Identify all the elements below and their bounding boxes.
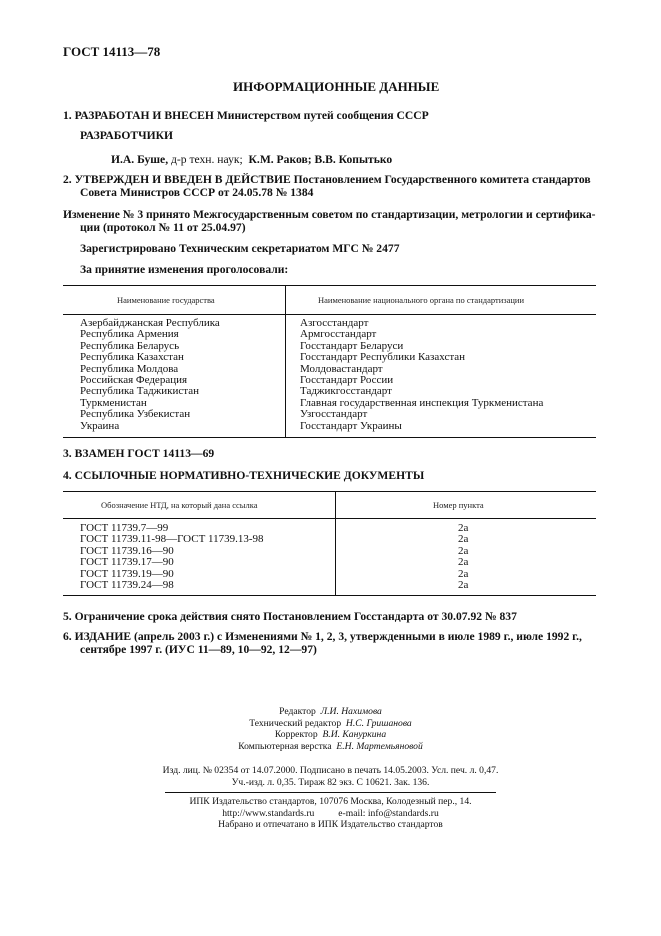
refs-table-top-rule <box>63 491 596 492</box>
imprint-line-2: Уч.-изд. л. 0,35. Тираж 82 экз. С 10621. Зак. 136. <box>231 776 430 788</box>
item-1: 1. РАЗРАБОТАН И ВНЕСЕН Министерством путей сообщения СССР <box>63 109 429 122</box>
credit-editor <box>0 706 661 718</box>
table-row-body: Молдовастандарт <box>300 362 383 375</box>
table-row-country: Республика Узбекистан <box>80 408 191 421</box>
item-6-line-1: 6. ИЗДАНИЕ (апрель 2003 г.) с Изменениями № 1, 2, 3, утвержденными в июле 1989 г., июле 1992 г., <box>63 630 582 643</box>
registered-text: Зарегистрировано Техническим секретариатом МГС № 2477 <box>80 242 400 255</box>
table-row-document: ГОСТ 11739.19—90 <box>80 567 174 580</box>
states-header-country: Наименование государства <box>117 295 215 305</box>
table-row-country: Азербайджанская Республика <box>80 317 220 329</box>
table-row-country: Республика Таджикистан <box>80 385 199 398</box>
credit-name: Е.Н. Мартемьяновой <box>336 740 423 752</box>
table-row-clause: 2а <box>458 544 469 557</box>
table-row-clause: 2а <box>458 533 469 546</box>
credit-tech-editor <box>0 718 661 730</box>
table-row-country: Украина <box>80 419 120 432</box>
page-title: ИНФОРМАЦИОННЫЕ ДАННЫЕ <box>233 79 440 94</box>
table-row-country: Республика Молдова <box>80 362 179 375</box>
publisher-email[interactable]: e-mail: info@standards.ru <box>338 807 439 819</box>
imprint-line-1: Изд. лиц. № 02354 от 14.07.2000. Подписано в печать 14.05.2003. Усл. печ. л. 0,47. <box>162 765 499 776</box>
table-row-country: Республика Казахстан <box>80 351 184 364</box>
table-row-document: ГОСТ 11739.11-98—ГОСТ 11739.13-98 <box>80 533 264 546</box>
developer-buse: И.А. Буше, <box>111 153 169 166</box>
change-3-line-1: Изменение № 3 принято Межгосударственным советом по стандартизации, метрологии и сертифика- <box>63 208 596 221</box>
credit-name: Н.С. Гришанова <box>345 717 412 729</box>
document-code: ГОСТ 14113—78 <box>63 44 161 59</box>
table-row-country: Республика Беларусь <box>80 339 180 352</box>
publisher-url[interactable]: http://www.standards.ru <box>222 807 315 819</box>
developers-others: К.М. Раков; В.В. Копытько <box>248 153 393 166</box>
table-row-document: ГОСТ 11739.16—90 <box>80 544 174 557</box>
table-row-body: Госстандарт Беларуси <box>300 339 404 352</box>
table-row-country: Туркменистан <box>80 396 147 409</box>
table-row-document: ГОСТ 11739.24—98 <box>80 579 174 591</box>
table-row-body: Таджикгосстандарт <box>300 385 392 398</box>
item-3: 3. ВЗАМЕН ГОСТ 14113—69 <box>63 447 215 460</box>
table-row-clause: 2а <box>458 579 469 591</box>
item-5: 5. Ограничение срока действия снято Постановлением Госстандарта от 30.07.92 № 837 <box>63 610 517 623</box>
item-6-line-2: сентябре 1997 г. (ИУС 11—89, 10—92, 12—97) <box>80 643 317 656</box>
credit-name: В.И. Кануркина <box>322 729 387 741</box>
table-row-country: Российская Федерация <box>80 374 188 386</box>
credit-layout <box>0 741 661 753</box>
credit-name: Л.И. Нахимова <box>320 706 382 717</box>
credit-role: Компьютерная верстка <box>238 740 332 752</box>
table-row-clause: 2а <box>458 567 469 580</box>
table-row-country: Республика Армения <box>80 328 179 341</box>
imprint-divider <box>165 792 496 793</box>
refs-table-header-rule <box>63 518 596 519</box>
developer-buse-degree: д-р техн. наук; <box>168 153 243 166</box>
table-row-body: Армгосстандарт <box>300 328 377 341</box>
refs-header-document: Обозначение НТД, на который дана ссылка <box>101 500 258 510</box>
table-row-body: Госстандарт России <box>300 374 394 386</box>
table-row-document: ГОСТ 11739.7—99 <box>80 522 169 534</box>
table-row-body: Госстандарт Украины <box>300 419 402 432</box>
credit-role: Корректор <box>274 729 318 741</box>
refs-header-clause: Номер пункта <box>433 500 484 510</box>
table-row-body: Узгосстандарт <box>300 408 368 421</box>
developers-heading: РАЗРАБОТЧИКИ <box>80 129 174 142</box>
states-table-top-rule <box>63 285 596 286</box>
states-table-divider <box>285 285 286 437</box>
table-row-body: Азгосстандарт <box>300 317 369 329</box>
credit-proofreader <box>0 729 661 741</box>
voted-heading: За принятие изменения проголосовали: <box>80 263 289 276</box>
states-header-body: Наименование национального органа по стандартизации <box>318 295 525 305</box>
table-row-clause: 2а <box>458 556 469 569</box>
refs-table-bottom-rule <box>63 595 596 596</box>
publisher-contacts <box>0 808 661 820</box>
table-row-body: Госстандарт Республики Казахстан <box>300 351 466 364</box>
states-table-bottom-rule <box>63 437 596 438</box>
publisher-line-1: ИПК Издательство стандартов, 107076 Москва, Колодезный пер., 14. <box>189 796 472 807</box>
item-2-line-2: Совета Министров СССР от 24.05.78 № 1384 <box>80 186 314 199</box>
developers-line <box>111 153 392 166</box>
table-row-clause: 2а <box>458 522 469 534</box>
states-table-header-rule <box>63 314 596 315</box>
credit-role: Технический редактор <box>249 717 342 729</box>
publisher-line-3: Набрано и отпечатано в ИПК Издательство стандартов <box>218 819 443 831</box>
table-row-body: Главная государственная инспекция Туркменистана <box>300 396 544 409</box>
refs-table-divider <box>335 491 336 595</box>
item-4: 4. ССЫЛОЧНЫЕ НОРМАТИВНО-ТЕХНИЧЕСКИЕ ДОКУМЕНТЫ <box>63 469 425 482</box>
table-row-document: ГОСТ 11739.17—90 <box>80 556 174 569</box>
credit-role: Редактор <box>279 706 316 717</box>
item-2-line-1: 2. УТВЕРЖДЕН И ВВЕДЕН В ДЕЙСТВИЕ Постановлением Государственного комитета стандартов <box>63 173 591 186</box>
change-3-line-2: ции (протокол № 11 от 25.04.97) <box>80 221 246 234</box>
